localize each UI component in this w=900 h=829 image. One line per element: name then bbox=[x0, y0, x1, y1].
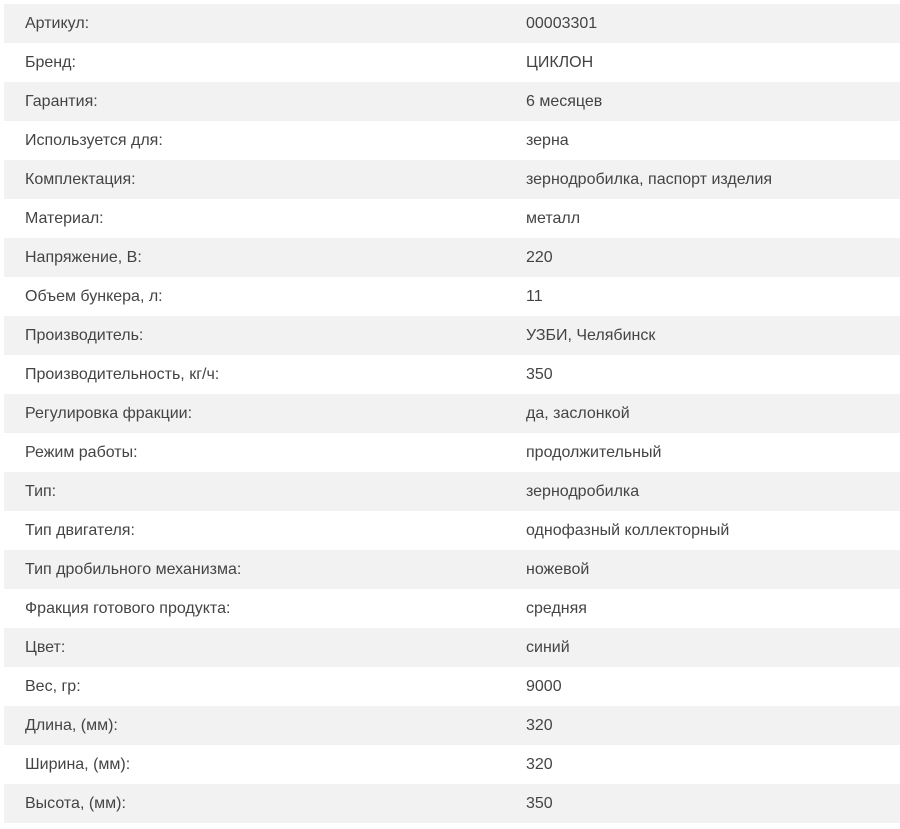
spec-row-brand bbox=[4, 43, 900, 82]
spec-value: 6 месяцев bbox=[526, 92, 603, 110]
spec-label: Производитель: bbox=[25, 326, 144, 344]
spec-value: УЗБИ, Челябинск bbox=[526, 326, 656, 344]
spec-label: Высота, (мм): bbox=[25, 794, 126, 812]
spec-label: Производительность, кг/ч: bbox=[25, 365, 220, 383]
spec-label: Регулировка фракции: bbox=[25, 404, 193, 422]
spec-value: средняя bbox=[526, 599, 587, 617]
spec-row-manufacturer bbox=[4, 316, 900, 355]
spec-value: 9000 bbox=[526, 677, 562, 695]
spec-label: Комплектация: bbox=[25, 170, 136, 188]
spec-label: Тип: bbox=[25, 482, 57, 500]
spec-row-color bbox=[4, 628, 900, 667]
spec-value: да, заслонкой bbox=[526, 404, 630, 422]
spec-label: Цвет: bbox=[25, 638, 66, 656]
spec-value: продолжительный bbox=[526, 443, 662, 461]
spec-label: Ширина, (мм): bbox=[25, 755, 131, 773]
spec-row-warranty bbox=[4, 82, 900, 121]
spec-label: Длина, (мм): bbox=[25, 716, 118, 734]
spec-label: Тип двигателя: bbox=[25, 521, 135, 539]
spec-label: Объем бункера, л: bbox=[25, 287, 163, 305]
spec-row-type bbox=[4, 472, 900, 511]
spec-row-used-for bbox=[4, 121, 900, 160]
spec-row-fraction-adjust bbox=[4, 394, 900, 433]
spec-row-voltage bbox=[4, 238, 900, 277]
spec-row-height bbox=[4, 784, 900, 823]
spec-row-crushing-mechanism bbox=[4, 550, 900, 589]
spec-value: ЦИКЛОН bbox=[526, 53, 594, 71]
spec-row-width bbox=[4, 745, 900, 784]
specs-table bbox=[4, 4, 900, 823]
spec-value: синий bbox=[526, 638, 570, 656]
spec-label: Режим работы: bbox=[25, 443, 138, 461]
spec-value: 11 bbox=[526, 287, 543, 305]
spec-label: Артикул: bbox=[25, 14, 90, 32]
spec-row-motor-type bbox=[4, 511, 900, 550]
spec-label: Используется для: bbox=[25, 131, 163, 149]
spec-label: Вес, гр: bbox=[25, 677, 81, 695]
spec-label: Напряжение, В: bbox=[25, 248, 142, 266]
spec-label: Тип дробильного механизма: bbox=[25, 560, 242, 578]
spec-row-product-fraction bbox=[4, 589, 900, 628]
spec-value: 320 bbox=[526, 716, 553, 734]
spec-row-throughput bbox=[4, 355, 900, 394]
spec-label: Бренд: bbox=[25, 53, 76, 71]
spec-value: 00003301 bbox=[526, 14, 598, 32]
spec-row-material bbox=[4, 199, 900, 238]
spec-value: зернодробилка bbox=[526, 482, 640, 500]
spec-label: Фракция готового продукта: bbox=[25, 599, 231, 617]
spec-value: 350 bbox=[526, 365, 553, 383]
spec-row-weight bbox=[4, 667, 900, 706]
spec-value: 320 bbox=[526, 755, 553, 773]
spec-value: металл bbox=[526, 209, 581, 227]
spec-label: Материал: bbox=[25, 209, 104, 227]
spec-row-length bbox=[4, 706, 900, 745]
spec-row-hopper-volume bbox=[4, 277, 900, 316]
spec-value: зернодробилка, паспорт изделия bbox=[526, 170, 773, 188]
spec-value: однофазный коллекторный bbox=[526, 521, 730, 539]
spec-value: зерна bbox=[526, 131, 569, 149]
spec-row-article bbox=[4, 4, 900, 43]
spec-row-package bbox=[4, 160, 900, 199]
spec-row-operating-mode bbox=[4, 433, 900, 472]
spec-value: ножевой bbox=[526, 560, 590, 578]
spec-value: 350 bbox=[526, 794, 553, 812]
spec-value: 220 bbox=[526, 248, 553, 266]
spec-label: Гарантия: bbox=[25, 92, 98, 110]
